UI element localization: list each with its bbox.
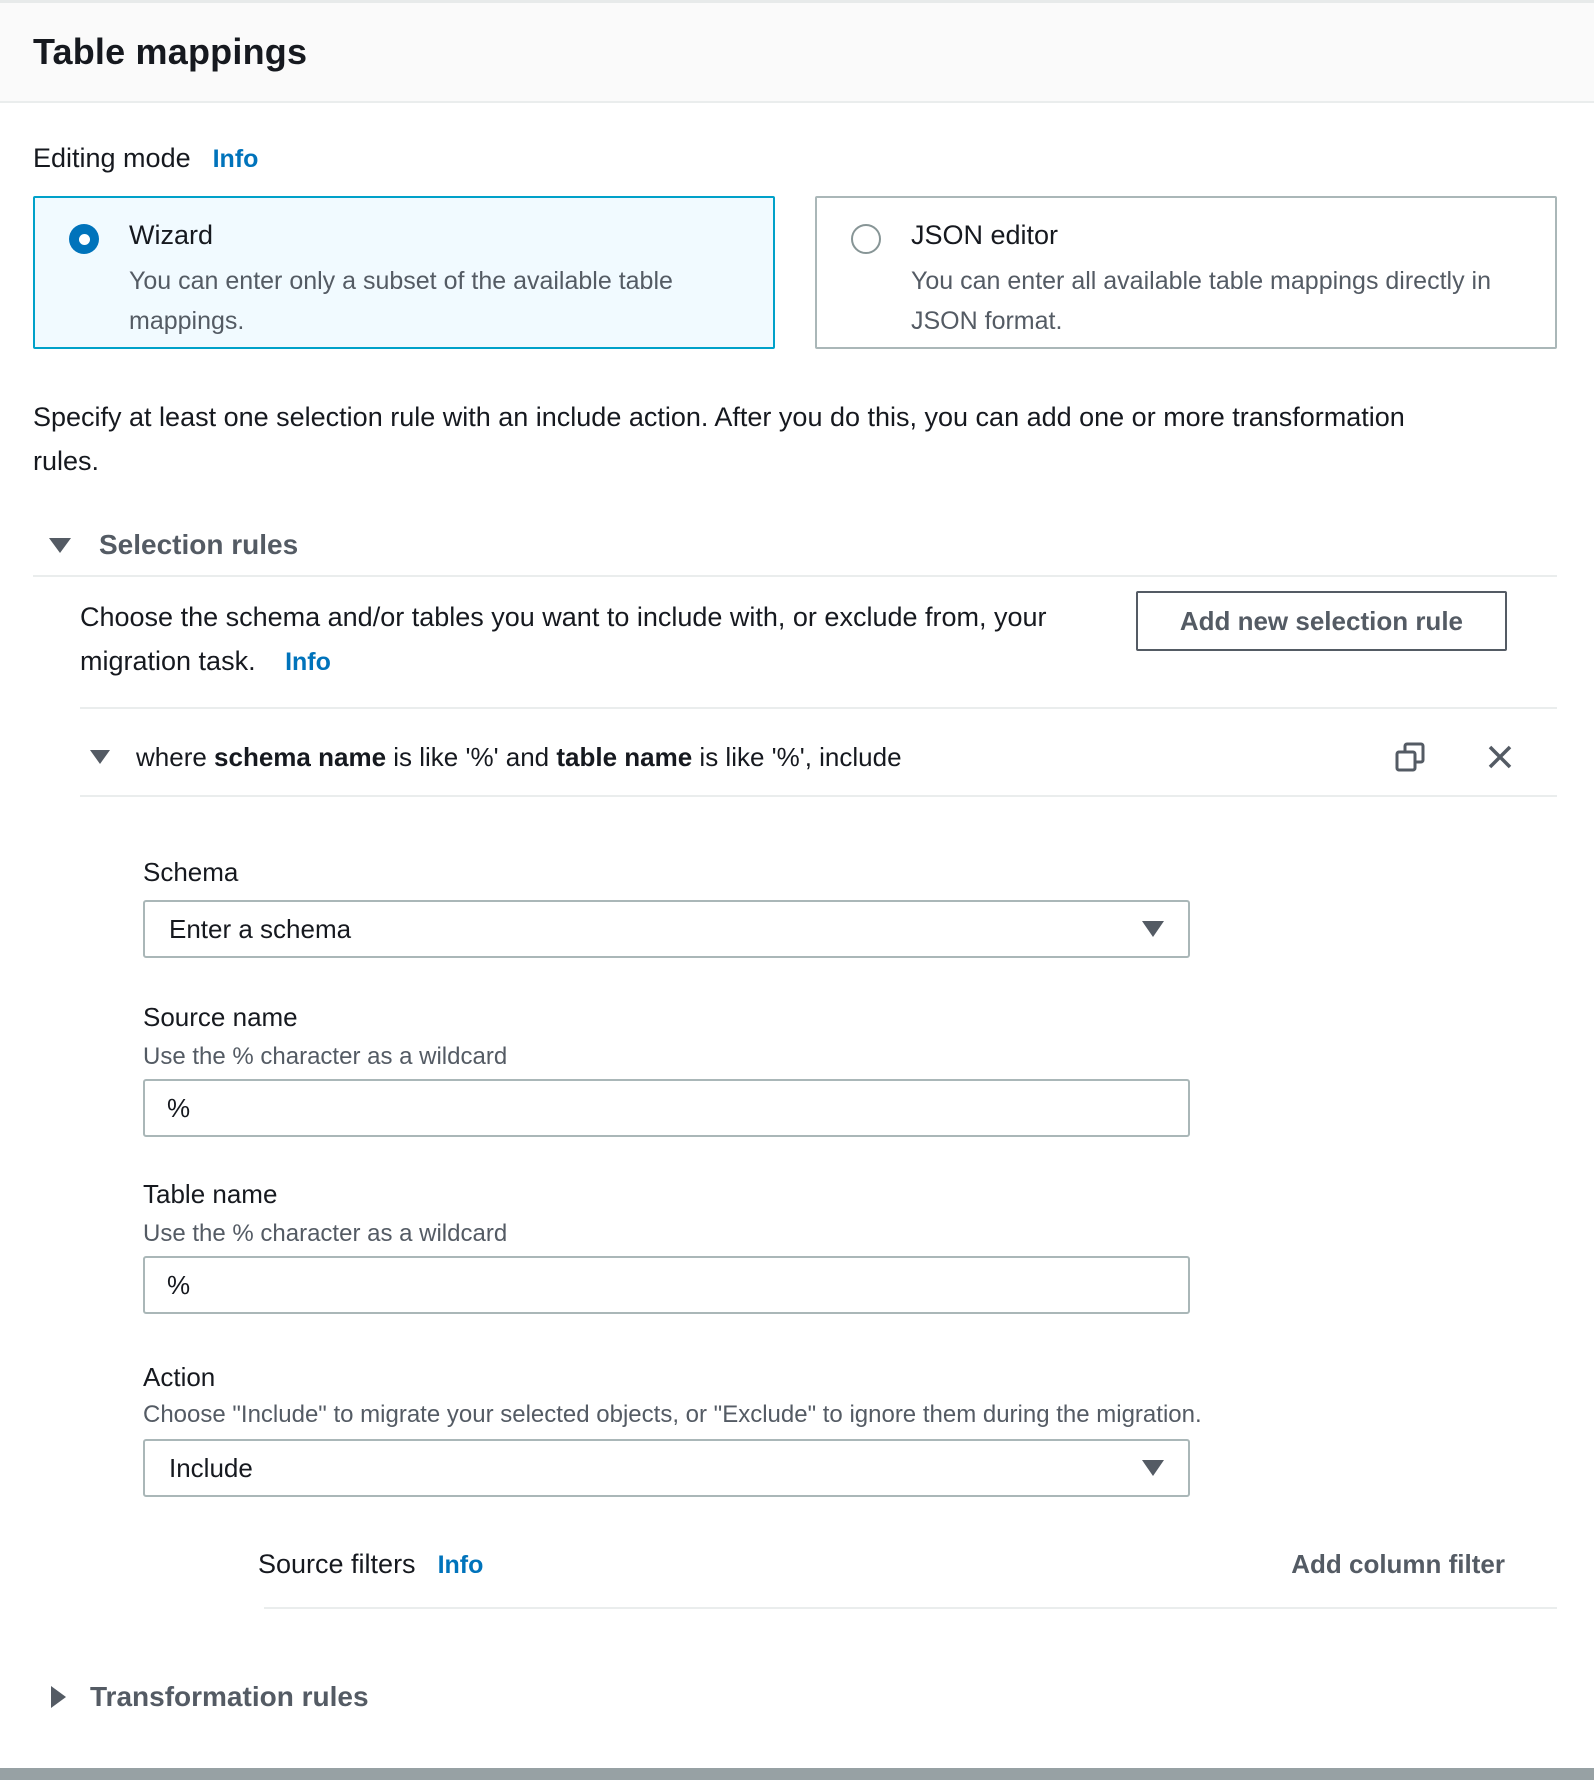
radio-dot	[79, 234, 90, 245]
schema-label: Schema	[143, 857, 239, 887]
schema-group	[143, 857, 1190, 958]
close-icon	[1483, 740, 1517, 774]
action-select-value: Include	[169, 1452, 253, 1483]
selection-rules-title: Selection rules	[99, 529, 299, 560]
json-editor-mode-card[interactable]	[815, 196, 1557, 349]
selection-rules-description	[80, 595, 1080, 684]
json-editor-card-title: JSON editor	[911, 220, 1059, 250]
source-filters-row	[258, 1549, 1557, 1585]
rule-actions	[1393, 740, 1517, 774]
rule-summary	[136, 742, 902, 773]
rule-body	[143, 857, 1202, 1497]
divider	[33, 575, 1557, 577]
rule-expand-chevron-down-icon[interactable]	[90, 750, 110, 764]
table-name-input[interactable]	[143, 1256, 1190, 1314]
json-editor-card-text	[911, 220, 1491, 341]
rule-summary-text: is like '%', include	[692, 741, 902, 772]
action-label: Action	[143, 1362, 216, 1392]
rule-summary-text: is like '%' and	[386, 741, 557, 772]
chevron-right-icon	[51, 1686, 66, 1708]
chevron-down-icon	[1142, 921, 1164, 937]
rule-summary-table-name: table name	[556, 741, 693, 772]
source-name-input[interactable]	[143, 1079, 1190, 1137]
wizard-mode-card[interactable]	[33, 196, 775, 349]
rule-summary-text: where	[136, 741, 215, 772]
intro-text: Specify at least one selection rule with an include action. After you do this, you can add one or more transformation rules.	[33, 402, 1405, 476]
selection-rules-header[interactable]	[33, 529, 1557, 561]
transformation-rules-header[interactable]	[33, 1681, 1557, 1713]
transformation-rules-title: Transformation rules	[90, 1681, 369, 1712]
source-name-label: Source name	[143, 1002, 298, 1032]
table-name-label: Table name	[143, 1179, 278, 1209]
remove-rule-button[interactable]	[1483, 740, 1517, 774]
wizard-card-text	[129, 220, 709, 341]
divider	[80, 707, 1557, 709]
action-select[interactable]	[143, 1439, 1190, 1497]
bottom-scroll-edge	[0, 1768, 1594, 1780]
editing-mode-label: Editing mode	[33, 143, 191, 173]
add-column-filter-button[interactable]: Add column filter	[1291, 1549, 1505, 1579]
divider	[80, 795, 1557, 797]
json-editor-radio-unselected-icon[interactable]	[851, 224, 881, 254]
action-helper: Choose "Include" to migrate your selected objects, or "Exclude" to ignore them during the migration.	[143, 1401, 1202, 1428]
source-name-helper: Use the % character as a wildcard	[143, 1043, 508, 1070]
chevron-down-icon	[49, 538, 71, 553]
editing-mode-options	[33, 196, 1557, 349]
source-filters-info-link[interactable]: Info	[437, 1551, 484, 1579]
panel-content	[0, 143, 1594, 1713]
schema-select[interactable]	[143, 900, 1190, 958]
selection-rule-row	[33, 735, 1557, 779]
wizard-card-description: You can enter only a subset of the available table mappings.	[129, 267, 673, 335]
selection-rules-description-row	[33, 595, 1557, 695]
action-group	[143, 1362, 1202, 1497]
divider	[264, 1607, 1557, 1609]
json-editor-card-description: You can enter all available table mappings directly in JSON format.	[911, 267, 1491, 335]
chevron-down-icon	[1142, 1460, 1164, 1476]
editing-mode-info-link[interactable]: Info	[212, 145, 259, 173]
rule-summary-schema-name: schema name	[214, 741, 387, 772]
panel-header	[0, 3, 1594, 103]
selection-rules-description-text: Choose the schema and/or tables you want to include with, or exclude from, your migration task.	[80, 602, 1047, 676]
schema-select-value: Enter a schema	[169, 913, 352, 944]
source-name-group	[143, 1002, 1190, 1137]
wizard-radio-selected-icon[interactable]	[69, 224, 99, 254]
selection-rules-info-link[interactable]: Info	[285, 648, 331, 676]
copy-icon	[1393, 740, 1427, 774]
source-filters-label: Source filters	[258, 1549, 416, 1579]
copy-rule-button[interactable]	[1393, 740, 1427, 774]
page-title: Table mappings	[33, 31, 308, 72]
table-name-helper: Use the % character as a wildcard	[143, 1220, 508, 1247]
editing-mode-row	[33, 143, 1557, 174]
table-name-group	[143, 1179, 1190, 1314]
add-new-selection-rule-button[interactable]: Add new selection rule	[1136, 591, 1507, 651]
wizard-card-title: Wizard	[129, 220, 214, 250]
